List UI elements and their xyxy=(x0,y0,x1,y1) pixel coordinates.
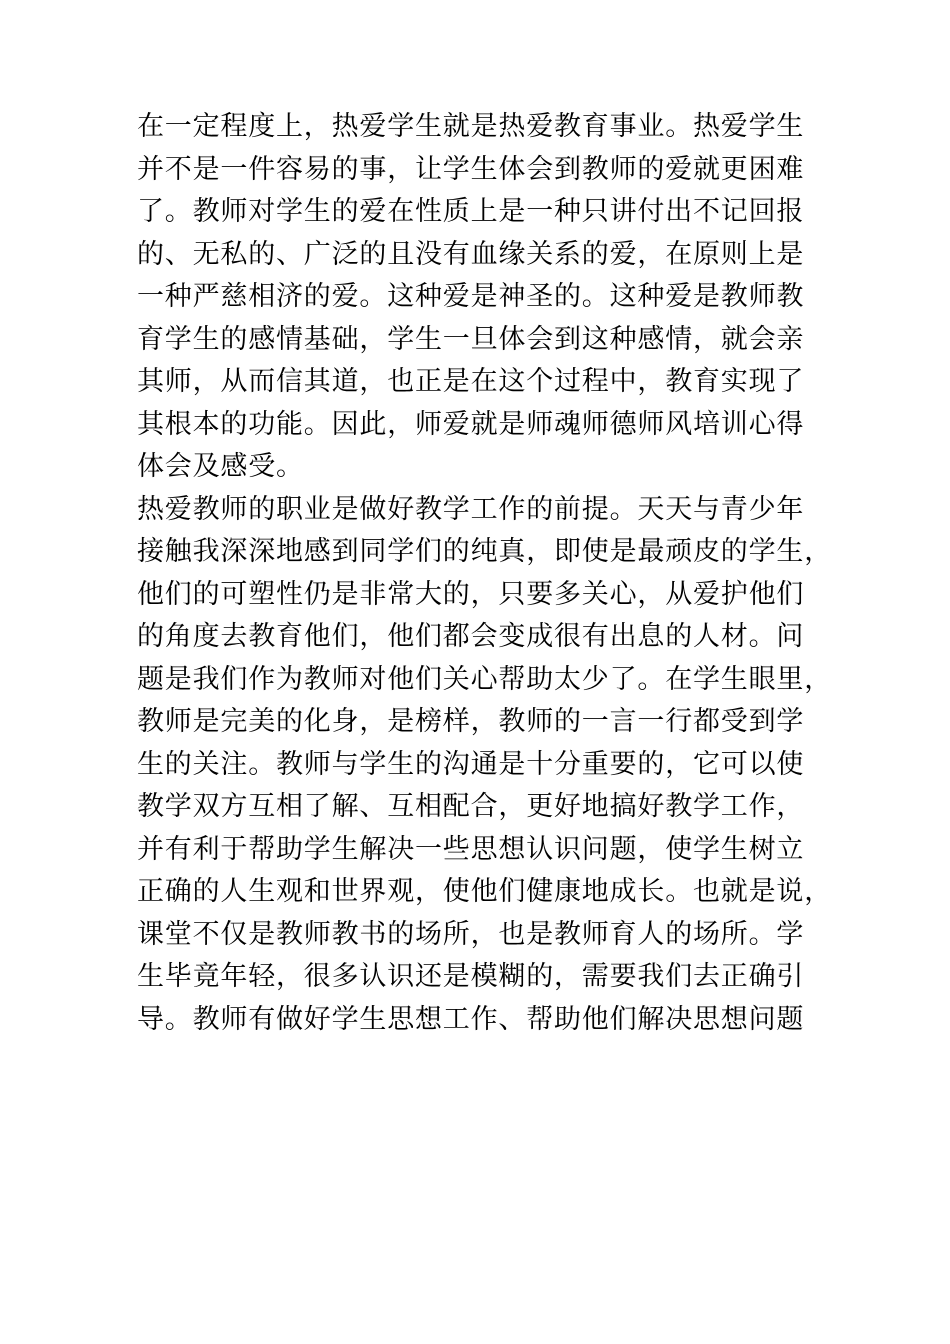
text-line: 接触我深深地感到同学们的纯真，即使是最顽皮的学生， xyxy=(137,536,832,567)
text-line: 的角度去教育他们，他们都会变成很有出息的人材。问 xyxy=(137,621,805,652)
text-line: 在一定程度上，热爱学生就是热爱教育事业。热爱学生 xyxy=(137,111,805,142)
text-line: 生毕竟年轻，很多认识还是模糊的，需要我们去正确引 xyxy=(137,961,805,992)
text-line: 了。教师对学生的爱在性质上是一种只讲付出不记回报 xyxy=(137,196,805,227)
text-line: 其根本的功能。因此，师爱就是师魂师德师风培训心得 xyxy=(137,408,805,440)
text-line: 生的关注。教师与学生的沟通是十分重要的，它可以使 xyxy=(137,748,805,780)
text-line: 教学双方互相了解、互相配合，更好地搞好教学工作， xyxy=(137,791,805,822)
text-line: 一种严慈相济的爱。这种爱是神圣的。这种爱是教师教 xyxy=(137,281,805,312)
text-line: 题是我们作为教师对他们关心帮助太少了。在学生眼里， xyxy=(137,663,832,695)
text-line: 正确的人生观和世界观，使他们健康地成长。也就是说， xyxy=(137,876,832,907)
text-line: 课堂不仅是教师教书的场所，也是教师育人的场所。学 xyxy=(137,918,805,950)
text-line: 并不是一件容易的事，让学生体会到教师的爱就更困难 xyxy=(137,153,805,185)
text-line: 导。教师有做好学生思想工作、帮助他们解决思想问题 xyxy=(137,1003,805,1035)
text-line: 育学生的感情基础，学生一旦体会到这种感情，就会亲 xyxy=(137,323,805,355)
body-text xyxy=(137,106,837,1041)
text-line: 其师，从而信其道，也正是在这个过程中，教育实现了 xyxy=(137,366,805,397)
text-line: 并有利于帮助学生解决一些思想认识问题，使学生树立 xyxy=(137,833,805,865)
text-line: 他们的可塑性仍是非常大的，只要多关心，从爱护他们 xyxy=(137,578,805,610)
text-line: 教师是完美的化身，是榜样，教师的一言一行都受到学 xyxy=(137,706,805,737)
text-line: 体会及感受。 xyxy=(137,451,304,482)
text-line: 的、无私的、广泛的且没有血缘关系的爱，在原则上是 xyxy=(137,238,805,270)
text-line: 热爱教师的职业是做好教学工作的前提。天天与青少年 xyxy=(137,493,805,525)
